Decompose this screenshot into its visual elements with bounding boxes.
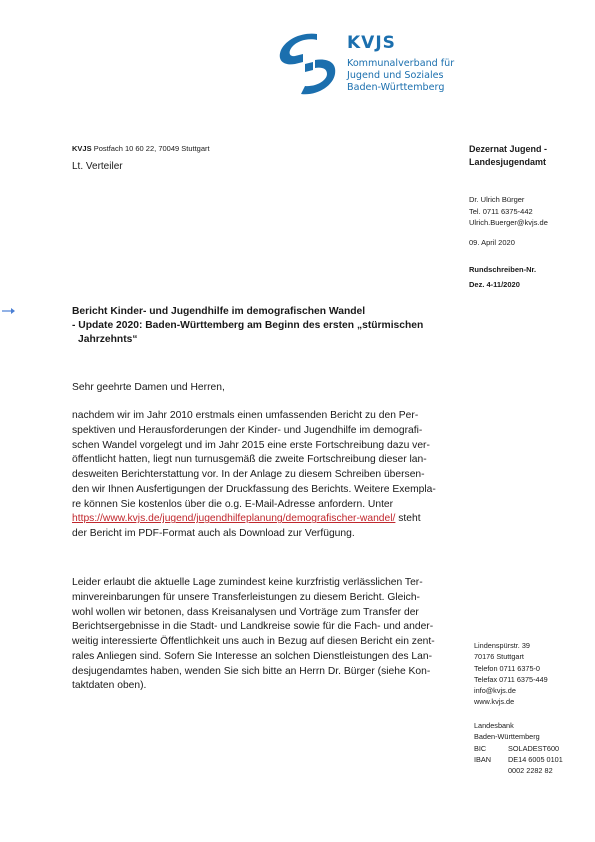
contact-block [469, 194, 548, 229]
subject-line: Jahrzehnts“ [78, 334, 138, 345]
subject-line: Bericht Kinder- und Jugendhilfe im demografischen Wandel [72, 306, 366, 317]
body-paragraph-2 [72, 576, 457, 694]
brand-tagline [347, 58, 454, 94]
department-line: Landesjugendamt [469, 157, 547, 167]
department-line: Dezernat Jugend - [469, 144, 548, 154]
paragraph-line: re können Sie kostenlos über die o.g. E-Mail-Adresse anfordern. Unter [72, 498, 394, 510]
circular-label: Rundschreiben-Nr. [469, 265, 537, 274]
iban-value-cont: 0002 2282 82 [508, 766, 553, 776]
iban-value: DE14 6005 0101 [508, 754, 563, 764]
paragraph-line: weitig interessierte Öffentlichkeit uns auch in Bezug auf diesen Bericht ein zent- [72, 636, 435, 647]
department [469, 143, 547, 169]
paragraph-line: taktdaten oben). [72, 680, 147, 692]
letter-subject [72, 305, 423, 347]
bic-row [474, 743, 563, 754]
footer-email[interactable]: info@kvjs.de [474, 686, 516, 696]
brand-name: KVJS [347, 33, 396, 53]
kvjs-logo-icon [277, 30, 343, 98]
bic-value: SOLADEST600 [508, 743, 560, 753]
footer-address [474, 640, 548, 708]
paragraph-line: wohl wollen wir betonen, dass Kreisanalysen und Vorträge zum Transfer der [72, 606, 419, 618]
iban-row [474, 754, 563, 765]
paragraph-line: öffentlicht hatten, liegt nun turnusgemäß die zweite Fortschreibung dieser lan- [72, 454, 427, 466]
sender-line [72, 144, 210, 153]
paragraph-line: rales Anliegen sind. Sofern Sie Interesse an solchen Dienstleistungen des Lan- [72, 650, 433, 662]
paragraph-line: spektiven und Herausforderungen der Kinder- und Jugendhilfe im demografi- [72, 424, 423, 436]
paragraph-line: den wir Ihnen Ausfertigungen der Druckfassung des Berichts. Weitere Exempla- [72, 483, 436, 495]
footer-line: Telefon 0711 6375-0 [474, 663, 540, 673]
contact-phone: Tel. 0711 6375-442 [469, 206, 533, 216]
footer-bank [474, 720, 563, 776]
circular-value: Dez. 4-11/2020 [469, 280, 520, 289]
iban-row-cont [474, 765, 563, 776]
brand-line: Baden-Württemberg [347, 82, 445, 93]
footer-line: 70176 Stuttgart [474, 652, 524, 662]
subject-line: - Update 2020: Baden-Württemberg am Beginn des ersten „stürmischen [72, 320, 424, 331]
salutation: Sehr geehrte Damen und Herren, [72, 382, 225, 393]
contact-email[interactable]: Ulrich.Buerger@kvjs.de [469, 218, 548, 227]
paragraph-line [72, 512, 457, 527]
footer-website[interactable]: www.kvjs.de [474, 697, 515, 707]
link-suffix: steht [395, 513, 421, 525]
report-download-link[interactable]: https://www.kvjs.de/jugend/jugendhilfeplanung/demografischer-wandel/ [72, 513, 396, 525]
bank-name: Baden-Württemberg [474, 732, 540, 742]
paragraph-line: nachdem wir im Jahr 2010 erstmals einen umfassenden Bericht zu den Per- [72, 410, 419, 421]
brand-line: Jugend und Soziales [347, 70, 444, 81]
bank-name: Landesbank [474, 721, 514, 730]
brand-line: Kommunalverband für [347, 58, 455, 69]
paragraph-line: minvereinbarungen für unsere Transferleistungen zu diesem Bericht. Gleich- [72, 591, 420, 603]
paragraph-line: Berichtsergebnisse in die Stadt- und Landkreise sowie für die Fach- und ander- [72, 621, 434, 633]
bic-label: BIC [474, 743, 487, 753]
footer-line: Telefax 0711 6375-449 [474, 674, 548, 684]
paragraph-line: desweiten Berichterstattung vor. In der Anlage zu diesem Schreiben übersen- [72, 469, 425, 480]
paragraph-line: schen Wandel vorgelegt und im Jahr 2015 eine erste Fortschreibung dazu ver- [72, 439, 430, 451]
arrow-right-icon [2, 307, 16, 315]
letter-date: 09. April 2020 [469, 238, 515, 247]
sender-address: Postfach 10 60 22, 70049 Stuttgart [93, 144, 210, 153]
contact-name: Dr. Ulrich Bürger [469, 195, 525, 204]
paragraph-line: der Bericht im PDF-Format auch als Download zur Verfügung. [72, 528, 355, 539]
footer-line: Lindenspürstr. 39 [474, 641, 530, 650]
sender-org: KVJS [72, 144, 92, 153]
paragraph-line: desjugendamtes haben, wenden Sie sich bitte an Herrn Dr. Bürger (siehe Kon- [72, 665, 431, 677]
circular-number [469, 262, 536, 292]
recipient: Lt. Verteiler [72, 161, 123, 172]
body-paragraph-1 [72, 409, 457, 542]
paragraph-line: Leider erlaubt die aktuelle Lage zumindest keine kurzfristig verlässlichen Ter- [72, 577, 423, 588]
iban-label: IBAN [474, 754, 492, 764]
